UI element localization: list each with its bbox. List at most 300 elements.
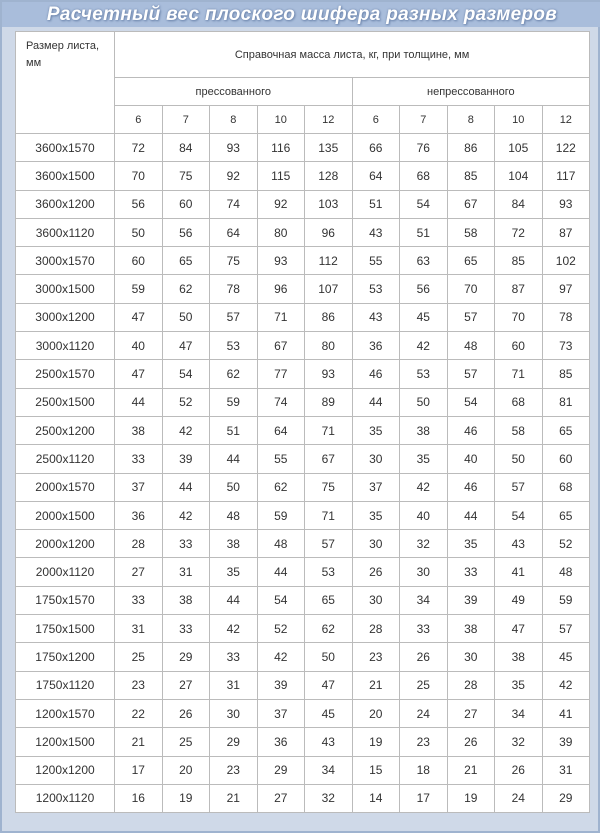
mass-value-cell: 32 <box>400 530 448 558</box>
mass-value-cell: 53 <box>210 332 258 360</box>
table-row <box>16 558 590 586</box>
mass-value-cell: 25 <box>162 728 210 756</box>
mass-value-cell: 17 <box>115 756 163 784</box>
mass-value-cell: 71 <box>257 303 305 331</box>
mass-value-cell: 38 <box>400 416 448 444</box>
mass-value-cell: 27 <box>447 699 495 727</box>
sheet-size-cell: 1200x1200 <box>16 756 115 784</box>
mass-value-cell: 36 <box>115 501 163 529</box>
sheet-size-cell: 2500x1500 <box>16 388 115 416</box>
mass-value-cell: 28 <box>115 530 163 558</box>
mass-value-cell: 25 <box>115 643 163 671</box>
mass-value-cell: 47 <box>305 671 353 699</box>
mass-value-cell: 96 <box>305 218 353 246</box>
mass-value-cell: 31 <box>210 671 258 699</box>
sheet-size-cell: 3600x1570 <box>16 134 115 162</box>
mass-value-cell: 71 <box>305 501 353 529</box>
mass-value-cell: 96 <box>257 275 305 303</box>
thickness-header-cell: 7 <box>162 106 210 134</box>
mass-value-cell: 33 <box>210 643 258 671</box>
sheet-size-cell: 1200x1120 <box>16 784 115 812</box>
sheet-size-cell: 1750x1500 <box>16 615 115 643</box>
thickness-header-cell: 8 <box>447 106 495 134</box>
unpressed-header: непрессованного <box>352 78 590 106</box>
mass-value-cell: 56 <box>115 190 163 218</box>
mass-value-cell: 67 <box>305 445 353 473</box>
mass-value-cell: 72 <box>495 218 543 246</box>
mass-value-cell: 46 <box>352 360 400 388</box>
mass-value-cell: 49 <box>495 586 543 614</box>
mass-value-cell: 65 <box>542 501 590 529</box>
mass-value-cell: 71 <box>305 416 353 444</box>
mass-value-cell: 93 <box>305 360 353 388</box>
table-row <box>16 303 590 331</box>
mass-value-cell: 41 <box>542 699 590 727</box>
mass-value-cell: 36 <box>257 728 305 756</box>
mass-value-cell: 35 <box>495 671 543 699</box>
mass-value-cell: 50 <box>495 445 543 473</box>
mass-value-cell: 54 <box>257 586 305 614</box>
mass-value-cell: 80 <box>257 218 305 246</box>
mass-value-cell: 68 <box>400 162 448 190</box>
table-row <box>16 501 590 529</box>
mass-value-cell: 29 <box>257 756 305 784</box>
mass-value-cell: 85 <box>542 360 590 388</box>
mass-value-cell: 65 <box>447 247 495 275</box>
mass-value-cell: 21 <box>447 756 495 784</box>
mass-value-cell: 59 <box>257 501 305 529</box>
mass-value-cell: 33 <box>400 615 448 643</box>
mass-value-cell: 65 <box>305 586 353 614</box>
mass-value-cell: 39 <box>542 728 590 756</box>
mass-value-cell: 62 <box>257 473 305 501</box>
mass-value-cell: 58 <box>495 416 543 444</box>
mass-value-cell: 42 <box>257 643 305 671</box>
table-row <box>16 134 590 162</box>
mass-value-cell: 30 <box>400 558 448 586</box>
sheet-size-cell: 1200x1570 <box>16 699 115 727</box>
table-row <box>16 699 590 727</box>
mass-value-cell: 46 <box>447 473 495 501</box>
sheet-size-cell: 2000x1200 <box>16 530 115 558</box>
mass-value-cell: 23 <box>352 643 400 671</box>
mass-value-cell: 39 <box>447 586 495 614</box>
mass-value-cell: 34 <box>400 586 448 614</box>
mass-value-cell: 27 <box>115 558 163 586</box>
mass-value-cell: 59 <box>542 586 590 614</box>
mass-value-cell: 51 <box>400 218 448 246</box>
mass-value-cell: 68 <box>495 388 543 416</box>
mass-value-cell: 85 <box>447 162 495 190</box>
mass-value-cell: 66 <box>352 134 400 162</box>
mass-value-cell: 28 <box>352 615 400 643</box>
mass-value-cell: 67 <box>447 190 495 218</box>
mass-value-cell: 28 <box>447 671 495 699</box>
mass-value-cell: 19 <box>447 784 495 812</box>
mass-value-cell: 60 <box>115 247 163 275</box>
mass-value-cell: 85 <box>495 247 543 275</box>
mass-value-cell: 65 <box>162 247 210 275</box>
table-row <box>16 388 590 416</box>
mass-value-cell: 40 <box>400 501 448 529</box>
mass-value-cell: 47 <box>162 332 210 360</box>
mass-value-cell: 105 <box>495 134 543 162</box>
mass-value-cell: 47 <box>115 303 163 331</box>
mass-value-cell: 70 <box>447 275 495 303</box>
mass-value-cell: 52 <box>257 615 305 643</box>
mass-value-cell: 74 <box>257 388 305 416</box>
mass-value-cell: 40 <box>115 332 163 360</box>
mass-value-cell: 46 <box>447 416 495 444</box>
mass-value-cell: 62 <box>210 360 258 388</box>
mass-value-cell: 42 <box>210 615 258 643</box>
mass-value-cell: 56 <box>400 275 448 303</box>
table-row <box>16 190 590 218</box>
table-row <box>16 332 590 360</box>
mass-value-cell: 58 <box>447 218 495 246</box>
mass-value-cell: 24 <box>495 784 543 812</box>
mass-value-cell: 75 <box>162 162 210 190</box>
mass-value-cell: 29 <box>542 784 590 812</box>
mass-value-cell: 48 <box>210 501 258 529</box>
mass-value-cell: 45 <box>542 643 590 671</box>
mass-value-cell: 57 <box>542 615 590 643</box>
sheet-size-cell: 2000x1570 <box>16 473 115 501</box>
mass-value-cell: 42 <box>162 501 210 529</box>
mass-value-cell: 70 <box>115 162 163 190</box>
mass-value-cell: 53 <box>352 275 400 303</box>
thickness-header-cell: 7 <box>400 106 448 134</box>
mass-value-cell: 44 <box>210 586 258 614</box>
table-row <box>16 275 590 303</box>
mass-value-cell: 73 <box>542 332 590 360</box>
mass-value-cell: 92 <box>210 162 258 190</box>
sheet-size-cell: 2500x1570 <box>16 360 115 388</box>
mass-value-cell: 52 <box>542 530 590 558</box>
mass-value-cell: 74 <box>210 190 258 218</box>
mass-value-cell: 33 <box>115 445 163 473</box>
sheet-size-cell: 1750x1200 <box>16 643 115 671</box>
thickness-header-cell: 12 <box>305 106 353 134</box>
page-title: Расчетный вес плоского шифера разных размеров <box>2 2 600 27</box>
mass-value-cell: 30 <box>352 586 400 614</box>
mass-value-cell: 43 <box>352 303 400 331</box>
mass-value-cell: 87 <box>542 218 590 246</box>
sheet-size-cell: 2000x1500 <box>16 501 115 529</box>
mass-value-cell: 75 <box>305 473 353 501</box>
mass-value-cell: 17 <box>400 784 448 812</box>
mass-value-cell: 33 <box>162 530 210 558</box>
mass-value-cell: 37 <box>352 473 400 501</box>
mass-value-cell: 42 <box>400 473 448 501</box>
mass-value-cell: 23 <box>210 756 258 784</box>
mass-value-cell: 59 <box>115 275 163 303</box>
mass-value-cell: 93 <box>210 134 258 162</box>
mass-value-cell: 34 <box>495 699 543 727</box>
mass-value-cell: 54 <box>162 360 210 388</box>
mass-value-cell: 23 <box>400 728 448 756</box>
mass-value-cell: 64 <box>352 162 400 190</box>
mass-value-cell: 40 <box>447 445 495 473</box>
thickness-header-cell: 6 <box>352 106 400 134</box>
mass-value-cell: 103 <box>305 190 353 218</box>
mass-value-cell: 16 <box>115 784 163 812</box>
mass-value-cell: 22 <box>115 699 163 727</box>
mass-value-cell: 128 <box>305 162 353 190</box>
mass-value-cell: 87 <box>495 275 543 303</box>
mass-value-cell: 45 <box>305 699 353 727</box>
mass-value-cell: 19 <box>352 728 400 756</box>
mass-value-cell: 30 <box>210 699 258 727</box>
mass-value-cell: 102 <box>542 247 590 275</box>
mass-value-cell: 25 <box>400 671 448 699</box>
mass-value-cell: 135 <box>305 134 353 162</box>
mass-value-cell: 50 <box>305 643 353 671</box>
mass-value-cell: 33 <box>447 558 495 586</box>
mass-value-cell: 64 <box>257 416 305 444</box>
mass-value-cell: 57 <box>210 303 258 331</box>
mass-value-cell: 122 <box>542 134 590 162</box>
sheet-size-cell: 3000x1500 <box>16 275 115 303</box>
thickness-header-cell: 6 <box>115 106 163 134</box>
mass-value-cell: 27 <box>162 671 210 699</box>
mass-value-cell: 89 <box>305 388 353 416</box>
mass-value-cell: 21 <box>210 784 258 812</box>
mass-value-cell: 30 <box>352 445 400 473</box>
mass-value-cell: 53 <box>400 360 448 388</box>
mass-value-cell: 57 <box>495 473 543 501</box>
table-row <box>16 671 590 699</box>
mass-value-cell: 20 <box>352 699 400 727</box>
mass-value-cell: 44 <box>352 388 400 416</box>
mass-value-cell: 32 <box>495 728 543 756</box>
table-row <box>16 530 590 558</box>
sheet-size-cell: 3000x1570 <box>16 247 115 275</box>
mass-value-cell: 43 <box>352 218 400 246</box>
mass-value-cell: 35 <box>352 416 400 444</box>
mass-value-cell: 39 <box>162 445 210 473</box>
mass-value-cell: 68 <box>542 473 590 501</box>
table-row <box>16 162 590 190</box>
mass-value-cell: 54 <box>400 190 448 218</box>
mass-value-cell: 21 <box>115 728 163 756</box>
mass-value-cell: 38 <box>447 615 495 643</box>
mass-value-cell: 117 <box>542 162 590 190</box>
mass-value-cell: 70 <box>495 303 543 331</box>
mass-value-cell: 45 <box>400 303 448 331</box>
mass-value-cell: 60 <box>495 332 543 360</box>
table-row <box>16 728 590 756</box>
mass-value-cell: 44 <box>115 388 163 416</box>
mass-value-cell: 60 <box>542 445 590 473</box>
mass-value-cell: 36 <box>352 332 400 360</box>
mass-value-cell: 50 <box>115 218 163 246</box>
mass-value-cell: 50 <box>210 473 258 501</box>
mass-value-cell: 32 <box>305 784 353 812</box>
mass-value-cell: 52 <box>162 388 210 416</box>
mass-value-cell: 42 <box>400 332 448 360</box>
table-row <box>16 416 590 444</box>
mass-value-cell: 54 <box>447 388 495 416</box>
mass-value-cell: 31 <box>542 756 590 784</box>
mass-value-cell: 33 <box>162 615 210 643</box>
thickness-header-cell: 8 <box>210 106 258 134</box>
table-row <box>16 218 590 246</box>
table-row <box>16 756 590 784</box>
sheet-size-cell: 3600x1120 <box>16 218 115 246</box>
mass-value-cell: 43 <box>305 728 353 756</box>
mass-value-cell: 38 <box>115 416 163 444</box>
size-column-header: Размер листа, мм <box>16 32 115 134</box>
mass-value-cell: 51 <box>210 416 258 444</box>
mass-value-cell: 37 <box>115 473 163 501</box>
mass-value-cell: 86 <box>305 303 353 331</box>
mass-value-cell: 21 <box>352 671 400 699</box>
mass-value-cell: 33 <box>115 586 163 614</box>
mass-value-cell: 15 <box>352 756 400 784</box>
mass-value-cell: 48 <box>542 558 590 586</box>
mass-value-cell: 112 <box>305 247 353 275</box>
mass-value-cell: 31 <box>162 558 210 586</box>
table-row <box>16 360 590 388</box>
mass-value-cell: 116 <box>257 134 305 162</box>
mass-value-cell: 67 <box>257 332 305 360</box>
mass-value-cell: 38 <box>162 586 210 614</box>
weight-table <box>15 31 590 813</box>
mass-value-cell: 65 <box>542 416 590 444</box>
mass-value-cell: 26 <box>352 558 400 586</box>
mass-value-cell: 14 <box>352 784 400 812</box>
mass-value-cell: 84 <box>162 134 210 162</box>
table-container <box>15 31 589 813</box>
mass-value-cell: 38 <box>495 643 543 671</box>
table-row <box>16 586 590 614</box>
mass-value-cell: 84 <box>495 190 543 218</box>
mass-value-cell: 26 <box>400 643 448 671</box>
mass-value-cell: 62 <box>162 275 210 303</box>
mass-value-cell: 35 <box>352 501 400 529</box>
mass-value-cell: 24 <box>400 699 448 727</box>
mass-value-cell: 60 <box>162 190 210 218</box>
mass-value-cell: 43 <box>495 530 543 558</box>
mass-value-cell: 115 <box>257 162 305 190</box>
mass-value-cell: 47 <box>495 615 543 643</box>
mass-value-cell: 97 <box>542 275 590 303</box>
mass-value-cell: 26 <box>447 728 495 756</box>
mass-value-cell: 50 <box>400 388 448 416</box>
mass-value-cell: 57 <box>305 530 353 558</box>
mass-value-cell: 47 <box>115 360 163 388</box>
mass-value-cell: 37 <box>257 699 305 727</box>
mass-value-cell: 54 <box>495 501 543 529</box>
mass-value-cell: 34 <box>305 756 353 784</box>
mass-value-cell: 42 <box>162 416 210 444</box>
mass-value-cell: 44 <box>257 558 305 586</box>
mass-value-cell: 75 <box>210 247 258 275</box>
table-row <box>16 615 590 643</box>
sheet-size-cell: 3600x1500 <box>16 162 115 190</box>
table-row <box>16 247 590 275</box>
mass-value-cell: 63 <box>400 247 448 275</box>
sheet-size-cell: 2500x1120 <box>16 445 115 473</box>
mass-value-cell: 29 <box>162 643 210 671</box>
mass-value-cell: 62 <box>305 615 353 643</box>
mass-value-cell: 38 <box>210 530 258 558</box>
mass-value-cell: 78 <box>542 303 590 331</box>
sheet-size-cell: 3000x1120 <box>16 332 115 360</box>
mass-value-cell: 23 <box>115 671 163 699</box>
table-header <box>16 32 590 134</box>
mass-value-cell: 55 <box>257 445 305 473</box>
sheet-size-cell: 1750x1120 <box>16 671 115 699</box>
mass-value-cell: 41 <box>495 558 543 586</box>
mass-value-cell: 76 <box>400 134 448 162</box>
mass-value-cell: 50 <box>162 303 210 331</box>
mass-value-cell: 48 <box>257 530 305 558</box>
mass-value-cell: 81 <box>542 388 590 416</box>
mass-value-cell: 80 <box>305 332 353 360</box>
mass-header: Справочная масса листа, кг, при толщине, мм <box>115 32 590 78</box>
mass-value-cell: 57 <box>447 303 495 331</box>
mass-value-cell: 26 <box>162 699 210 727</box>
table-body <box>16 134 590 813</box>
sheet-size-cell: 3600x1200 <box>16 190 115 218</box>
mass-value-cell: 64 <box>210 218 258 246</box>
mass-value-cell: 44 <box>447 501 495 529</box>
thickness-header-cell: 10 <box>257 106 305 134</box>
mass-value-cell: 72 <box>115 134 163 162</box>
mass-value-cell: 78 <box>210 275 258 303</box>
mass-value-cell: 48 <box>447 332 495 360</box>
mass-value-cell: 59 <box>210 388 258 416</box>
mass-value-cell: 35 <box>447 530 495 558</box>
thickness-header-cell: 12 <box>542 106 590 134</box>
mass-value-cell: 31 <box>115 615 163 643</box>
mass-value-cell: 57 <box>447 360 495 388</box>
mass-value-cell: 42 <box>542 671 590 699</box>
mass-value-cell: 93 <box>542 190 590 218</box>
pressed-header: прессованного <box>115 78 353 106</box>
table-row <box>16 445 590 473</box>
mass-value-cell: 35 <box>210 558 258 586</box>
mass-value-cell: 86 <box>447 134 495 162</box>
mass-value-cell: 56 <box>162 218 210 246</box>
mass-value-cell: 77 <box>257 360 305 388</box>
mass-value-cell: 44 <box>210 445 258 473</box>
thickness-header-cell: 10 <box>495 106 543 134</box>
table-row <box>16 473 590 501</box>
mass-value-cell: 35 <box>400 445 448 473</box>
mass-value-cell: 92 <box>257 190 305 218</box>
table-row <box>16 643 590 671</box>
mass-value-cell: 39 <box>257 671 305 699</box>
mass-value-cell: 93 <box>257 247 305 275</box>
mass-value-cell: 104 <box>495 162 543 190</box>
mass-value-cell: 44 <box>162 473 210 501</box>
sheet-size-cell: 2000x1120 <box>16 558 115 586</box>
sheet-size-cell: 3000x1200 <box>16 303 115 331</box>
mass-value-cell: 19 <box>162 784 210 812</box>
mass-value-cell: 55 <box>352 247 400 275</box>
mass-value-cell: 51 <box>352 190 400 218</box>
mass-value-cell: 30 <box>447 643 495 671</box>
table-row <box>16 784 590 812</box>
sheet-size-cell: 2500x1200 <box>16 416 115 444</box>
mass-value-cell: 18 <box>400 756 448 784</box>
mass-value-cell: 53 <box>305 558 353 586</box>
sheet-size-cell: 1750x1570 <box>16 586 115 614</box>
mass-value-cell: 71 <box>495 360 543 388</box>
